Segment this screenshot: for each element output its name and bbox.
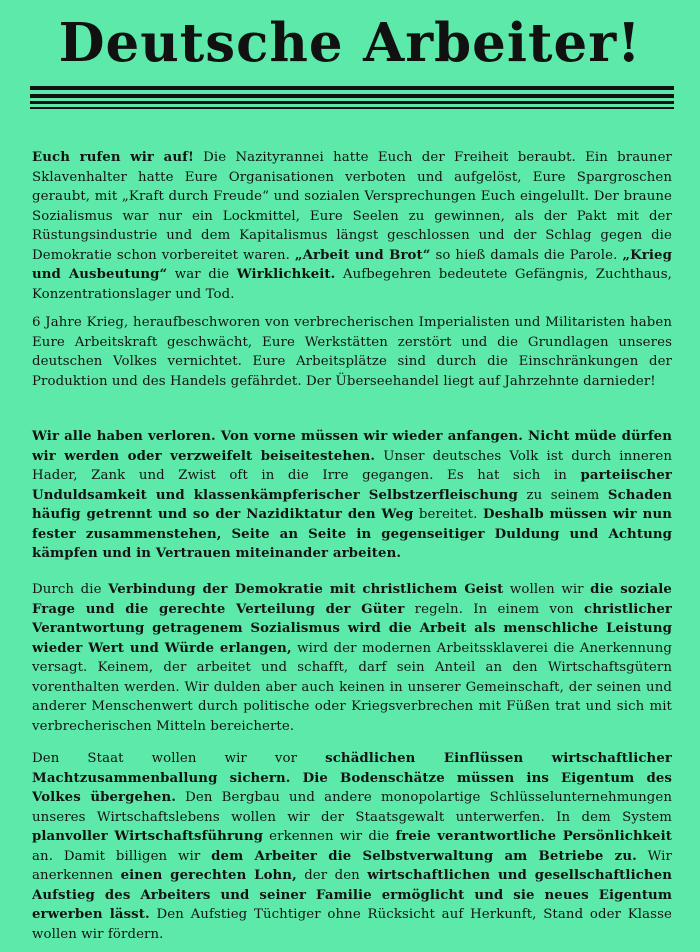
paragraph-unity xyxy=(32,427,672,564)
bold-text-run: Verbindung der Demokratie mit christlichem Geist xyxy=(108,582,504,597)
bold-text-run: dem Arbeiter die Selbstverwaltung am Betriebe zu. xyxy=(211,848,637,864)
text-run: 6 Jahre Krieg, heraufbeschworen von verbrecherischen Imperialisten und Militaristen haben Eure Arbeitskraft geschwächt, Eure Werkstätten zerstört und die Grundlagen unseres deutschen Volkes vernichtet. Eure Arbeitsplätze sind durch die Einschränkungen der Produktion und des Handels gefährdet. Der Überseehandel liegt auf Jahrzehnte darnieder! xyxy=(32,315,672,389)
bold-text-run: freie verantwortliche Persönlichkeit xyxy=(395,829,672,844)
text-run: Wir anerkennen xyxy=(32,848,672,883)
text-run: regeln. In einem von xyxy=(404,601,585,617)
bold-text-run: wirtschaftlichen und gesellschaftlichen Aufstieg des Arbeiters und seiner Familie ermöglicht und sie neues Eigentum erwerben lässt. xyxy=(32,868,673,922)
bold-text-run: Wir alle haben verloren. Von vorne müssen wir wieder anfangen. Nicht müde dürfen wir werden oder verzweifelt beiseitestehen. xyxy=(32,429,672,464)
rule-line xyxy=(30,101,674,104)
text-run: Die Nazityrannei hatte Euch der Freiheit beraubt. Ein brauner Sklavenhalter hatte Eure Organisationen verboten und aufgelöst, Eure Spargroschen geraubt, mit „Kraft durch Freude“ und sozialen Versprechungen Euch eingelullt. Der braune Sozialismus war nur ein Lockmittel, Eure Seelen zu gewinnen, als der Pakt mit der Rüstungsindustrie und dem Kapitalismus längst geschlossen und der Schlag gegen die Demokratie schon vorbereitet waren. xyxy=(32,150,673,263)
bold-text-run: Deshalb müssen wir nun fester zusammenstehen, Seite an Seite in gegenseitiger Duldung und Achtung kämpfen und in Vertrauen miteinander arbeiten. xyxy=(32,507,672,561)
bold-text-run: „Krieg und Ausbeutung“ xyxy=(32,247,672,282)
bold-text-run: Wirklichkeit. xyxy=(236,267,336,282)
bold-text-run: christlicher Verantwortung getragenem Sozialismus wird die Arbeit als menschliche Leistung wieder Wert und Würde erlangen, xyxy=(32,601,673,656)
text-run: wird der modernen Arbeitssklaverei die Anerkennung versagt. Keinem, der arbeitet und schafft, darf sein Anteil an den Wirtschaftsgütern vorenthalten werden. Wir dulden aber auch keinen in unserer Gemeinschaft, der seinen und anderer Menschenwert durch politische oder Kriegsverbrechen mit Füßen trat und sich mit verbrecherischen Mitteln bereicherte. xyxy=(32,640,672,734)
rule-line xyxy=(30,86,674,90)
bold-text-run: einen gerechten Lohn, xyxy=(120,868,297,883)
rule-line xyxy=(30,94,674,98)
paragraph-war-consequences xyxy=(32,313,672,391)
text-run: Unser deutsches Volk ist durch inneren Hader, Zank und Zwist oft in die Irre gegangen. Es hat sich in xyxy=(32,448,672,483)
text-run: wollen wir xyxy=(503,582,591,597)
text-run: Aufbegehren bedeutete Gefängnis, Zuchthaus, Konzentrationslager und Tod. xyxy=(32,267,672,302)
bold-text-run: „Arbeit und Brot“ xyxy=(294,247,431,263)
bold-text-run: parteiischer Unduldsamkeit und klassenkämpferischer Selbstzerfleischung xyxy=(32,468,672,503)
rule-line xyxy=(30,107,674,109)
text-run: zu seinem xyxy=(517,487,608,503)
text-run: der den xyxy=(296,868,368,883)
text-run: Den Aufstieg Tüchtiger ohne Rücksicht auf Herkunft, Stand oder Klasse wollen wir fördern. xyxy=(32,907,673,942)
text-run: erkennen wir die xyxy=(262,829,396,844)
text-run: bereitet. xyxy=(413,507,483,522)
bold-text-run: schädlichen Einflüssen wirtschaftlicher Machtzusammenballung sichern. Die Bodenschätze müssen ins Eigentum des Volkes übergehen. xyxy=(32,751,672,805)
bold-text-run: planvoller Wirtschaftsführung xyxy=(32,829,263,844)
bold-text-run: Schaden häufig getrennt und so der Nazidiktatur den Weg xyxy=(32,487,673,522)
bold-text-run: die soziale Frage und die gerechte Verteilung der Güter xyxy=(32,582,672,617)
text-run: war die xyxy=(167,267,237,282)
title-underline-rules xyxy=(30,86,674,112)
text-run: Durch die xyxy=(32,582,109,597)
text-run: Den Staat wollen wir vor xyxy=(32,751,326,766)
paragraph-economic-program xyxy=(32,749,672,944)
page-title: Deutsche Arbeiter! xyxy=(58,12,642,74)
paragraph-christian-socialism xyxy=(32,580,672,736)
bold-text-run: Euch rufen wir auf! xyxy=(32,150,194,165)
text-run: so hieß damals die Parole. xyxy=(430,247,623,263)
text-run: Den Bergbau und andere monopolartige Schlüsselunternehmungen unseres Wirtschaftslebens wollen wir der Staatsgewalt unterwerfen. In dem System xyxy=(32,790,672,825)
paragraph-call-to-action xyxy=(32,148,672,304)
text-run: an. Damit billigen wir xyxy=(32,848,212,864)
